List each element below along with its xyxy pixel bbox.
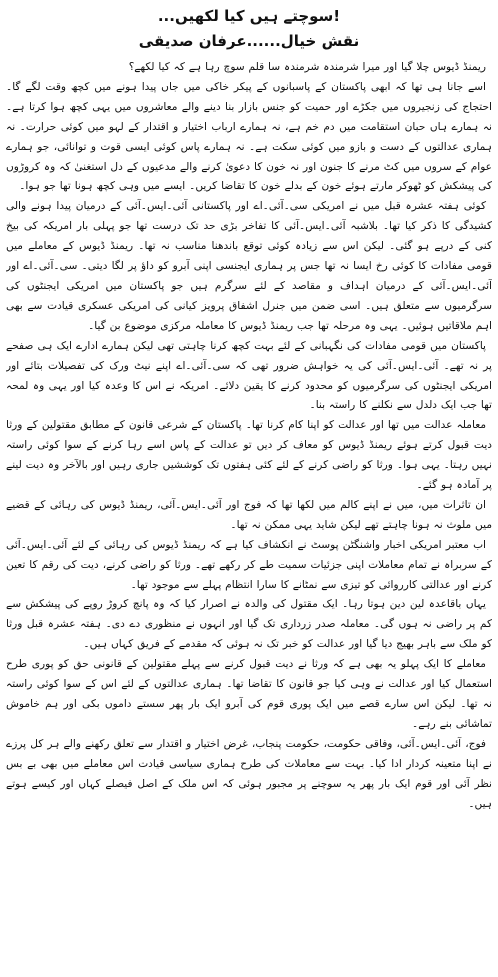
article-paragraph: پاکستان میں قومی مفادات کی نگہبانی کے لئے بہت کچھ کرنا چاہتی تھی لیکن ہمارے ادارے ایک ہی صفحے پر نہ تھے۔ آئی۔ایس۔آئی کی یہ خواہش ضرور تھی کہ سی۔آئی۔اے اپنے نیٹ ورک کی تفصیلات بتائے اور امریکی ایجنٹوں کی سرگرمیوں کو محدود کرنے کا یقین دلائے۔ امریکہ نے اس کا وعدہ کیا اور یہی وہ لمحہ تھا جب ایک دلدل سے نکلنے کا راستہ بنا۔ [6,339,492,412]
article-paragraph: کوئی ہفتہ عشرہ قبل میں نے امریکی سی۔آئی۔اے اور پاکستانی آئی۔ایس۔آئی کے درمیان پیدا ہونے والی کشیدگی کا ذکر کیا تھا۔ بلاشبہ آئی۔ایس۔آئی کا تفاخر بڑی حد تک درست تھا جو پہلی بار امریکہ کی بیخ کنی کے درپے ہو گئی۔ لیکن اس سے زیادہ کوئی توقع باندھنا مناسب نہ تھا۔ ریمنڈ ڈیوس کے معاملے میں قومی مفادات کا کوئی رخ ایسا نہ تھا جس پر ہماری ایجنسی اپنی آبرو کو داؤ پر لگا دیتی۔ سی۔آئی۔اے اور آئی۔ایس۔آئی کے درمیان اہداف و مقاصد کے لئے سرگرم ہیں جو پاکستان میں امریکی ایجنٹوں کی سرگرمیوں سے متعلق ہیں۔ اسی ضمن میں جنرل اشفاق پرویز کیانی کی امریکی عسکری قیادت سے بھی اہم ملاقاتیں ہوئیں۔ یہی وہ مرحلہ تھا جب ریمنڈ ڈیوس کا معاملہ مرکزی موضوع بن گیا۔ [6,200,492,332]
article-paragraph: فوج، آئی۔ایس۔آئی، وفاقی حکومت، حکومت پنجاب، غرض اختیار و اقتدار سے تعلق رکھنے والے ہر کل پرزے نے اپنا متعینہ کردار ادا کیا۔ بہت سے معاملات کی طرح ہماری سیاسی قیادت اس معاملے میں بھی بے بس نظر آئی اور قوم ایک بار پھر یہ سوچنے پر مجبور ہوئی کہ اس ملک کے اصل فیصلے کہاں اور کیسے ہوتے ہیں۔ [6,737,492,810]
article-paragraph: اب معتبر امریکی اخبار واشنگٹن پوسٹ نے انکشاف کیا ہے کہ ریمنڈ ڈیوس کی رہائی کے لئے آئی۔ایس۔آئی کے سربراہ نے تمام معاملات اپنی جزئیات سمیت طے کر رکھے تھے۔ ورثا کو راضی کرنے، دیت کی رقم کا تعین کرنے اور عدالتی کارروائی کو تیزی سے نمٹانے کا سارا انتظام پہلے سے موجود تھا۔ [6,538,492,591]
article-body [6,58,492,973]
article-paragraph: ان تاثرات میں، میں نے اپنے کالم میں لکھا تھا کہ فوج اور آئی۔ایس۔آئی، ریمنڈ ڈیوس کی رہائی کے قضیے میں ملوث نہ ہونا چاہتے تھے لیکن شاید یہی ممکن نہ تھا۔ [6,498,492,531]
article-paragraph: یہاں باقاعدہ لین دین ہوتا رہا۔ ایک مقتول کی والدہ نے اصرار کیا کہ وہ پانچ کروڑ روپے کی پیشکش سے کم پر راضی نہ ہوں گی۔ معاملہ صدر زرداری تک گیا اور انہوں نے منظوری دے دی۔ ہفتہ عشرہ قبل ورثا کو ملک سے باہر بھیج دیا گیا اور عدالت کو خبر تک نہ ہوئی کہ مقدمے کے فریق کہاں ہیں۔ [6,598,492,651]
article-paragraph: اسے جانا ہی تھا کہ ابھی پاکستان کے پاسبانوں کے پیکر خاکی میں جاں پیدا ہونے میں کچھ وقت لگے گا۔ احتجاج کی زنجیروں میں جکڑے اور حمیت کو جنس بازار بنا دینے والے معاشروں میں یہی کچھ ہوا کرتا ہے۔ نہ ہمارے ہاں حبان استقامت میں دم خم ہے، نہ ہمارے ارباب اختیار و اقتدار کے لہو میں کوئی حرارت۔ نہ ہماری عدالتوں کے دست و بازو میں کوئی سکت ہے۔ نہ ہمارے پاس کوئی ایسی قوت و توانائی، جو ہمارے عوام کے سروں میں کٹ مرنے کا جنون اور نہ خون کا دعویٰ کرنے والے مدعیوں کے دل استغنیٰ کہ وہ کروڑوں کی پیشکش کو ٹھوکر مارتے ہوئے خون کے بدلے خون کا تقاضا کریں۔ ایسے میں وہی کچھ ہونا تھا جو ہوا۔ [6,80,492,193]
article-paragraph: معاملے کا ایک پہلو یہ بھی ہے کہ ورثا نے دیت قبول کرنے سے پہلے مقتولین کے قانونی حق کو پوری طرح استعمال کیا اور عدالت نے وہی کیا جو قانون کا تقاضا تھا۔ ہماری عدالتوں کے لئے اس کے سوا کوئی راستہ نہ تھا۔ لیکن اس سارے قصے میں ایک پوری قوم کی آبرو ایک بار پھر سستے داموں بکی اور ہم خاموش تماشائی بنے رہے۔ [6,658,492,730]
article-paragraph: ریمنڈ ڈیوس چلا گیا اور میرا شرمندہ شرمندہ سا قلم سوچ رہا ہے کہ کیا لکھے؟ [128,61,486,73]
article-paragraph: معاملہ عدالت میں تھا اور عدالت کو اپنا کام کرنا تھا۔ پاکستان کے شرعی قانون کے مطابق مقتولین کے ورثا دیت قبول کرتے ہوئے ریمنڈ ڈیوس کو معاف کر دیں تو عدالت کے پاس اسے رہا کرنے کے سوا کوئی راستہ نہیں رہتا۔ یہی ہوا۔ ورثا کو راضی کرنے کے لئے کئی ہفتوں تک کوششیں جاری رہیں اور بالآخر وہ دیت لینے پر آمادہ ہو گئے۔ [6,419,492,492]
article-title: ...سوچتے ہیں کیا لکھیں! [157,7,341,25]
article-byline: نقش خیال......عرفان صدیقی [138,32,360,50]
